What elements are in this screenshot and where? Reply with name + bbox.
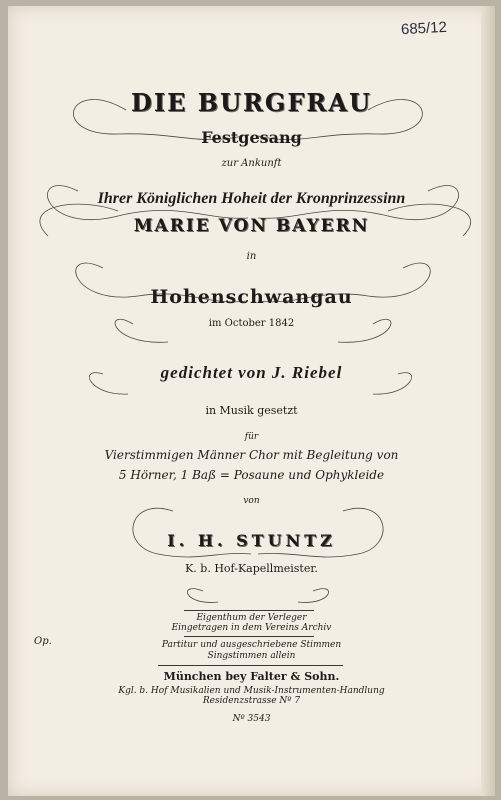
subtitle-festgesang: Festgesang	[201, 128, 302, 147]
by-line: von	[243, 496, 260, 506]
rule-bottom	[158, 665, 343, 666]
ownership-line-1: Eigenthum der Verleger	[196, 613, 307, 623]
date: im October 1842	[208, 318, 295, 329]
publisher-detail-1: Kgl. b. Hof Musikalien und Musik-Instrumenten-Handlung	[118, 686, 385, 696]
composer-name: I. H. STUNTZ	[167, 531, 336, 550]
composer-title: K. b. Hof-Kapellmeister.	[185, 562, 318, 575]
opus-label: Op.	[34, 636, 52, 647]
edition-line-1: Partitur und ausgeschriebene Stimmen	[161, 640, 342, 650]
dedicatee-name: MARIE VON BAYERN	[133, 216, 370, 236]
ownership-line-2: Eingetragen in dem Vereins Archiv	[171, 623, 332, 633]
music-setting-line: in Musik gesetzt	[205, 404, 298, 417]
rule-middle	[184, 636, 314, 637]
instrumentation-line-1: Vierstimmigen Männer Chor mit Begleitung von	[104, 448, 399, 462]
for-line: für	[244, 432, 259, 442]
occasion-line: zur Ankunft	[221, 158, 282, 169]
plate-number: Nº 3543	[232, 714, 271, 724]
shelfmark-annotation: 685/12	[400, 18, 448, 39]
publisher-detail-2: Residenzstrasse Nº 7	[202, 696, 301, 706]
edition-line-2: Singstimmen allein	[207, 651, 296, 661]
author-line: gedichtet von J. Riebel	[160, 363, 343, 382]
rule-top	[184, 610, 314, 611]
dedicatee-title: Ihrer Königlichen Hoheit der Kronprinzessinn	[97, 190, 406, 207]
instrumentation-line-2: 5 Hörner, 1 Baß = Posaune und Ophykleide	[118, 468, 385, 482]
location: Hohenschwangau	[150, 286, 353, 308]
title-page	[8, 6, 495, 796]
location-preposition: in	[246, 251, 257, 262]
main-title: DIE BURGFRAU	[131, 88, 372, 117]
publisher: München bey Falter & Sohn.	[163, 670, 340, 683]
